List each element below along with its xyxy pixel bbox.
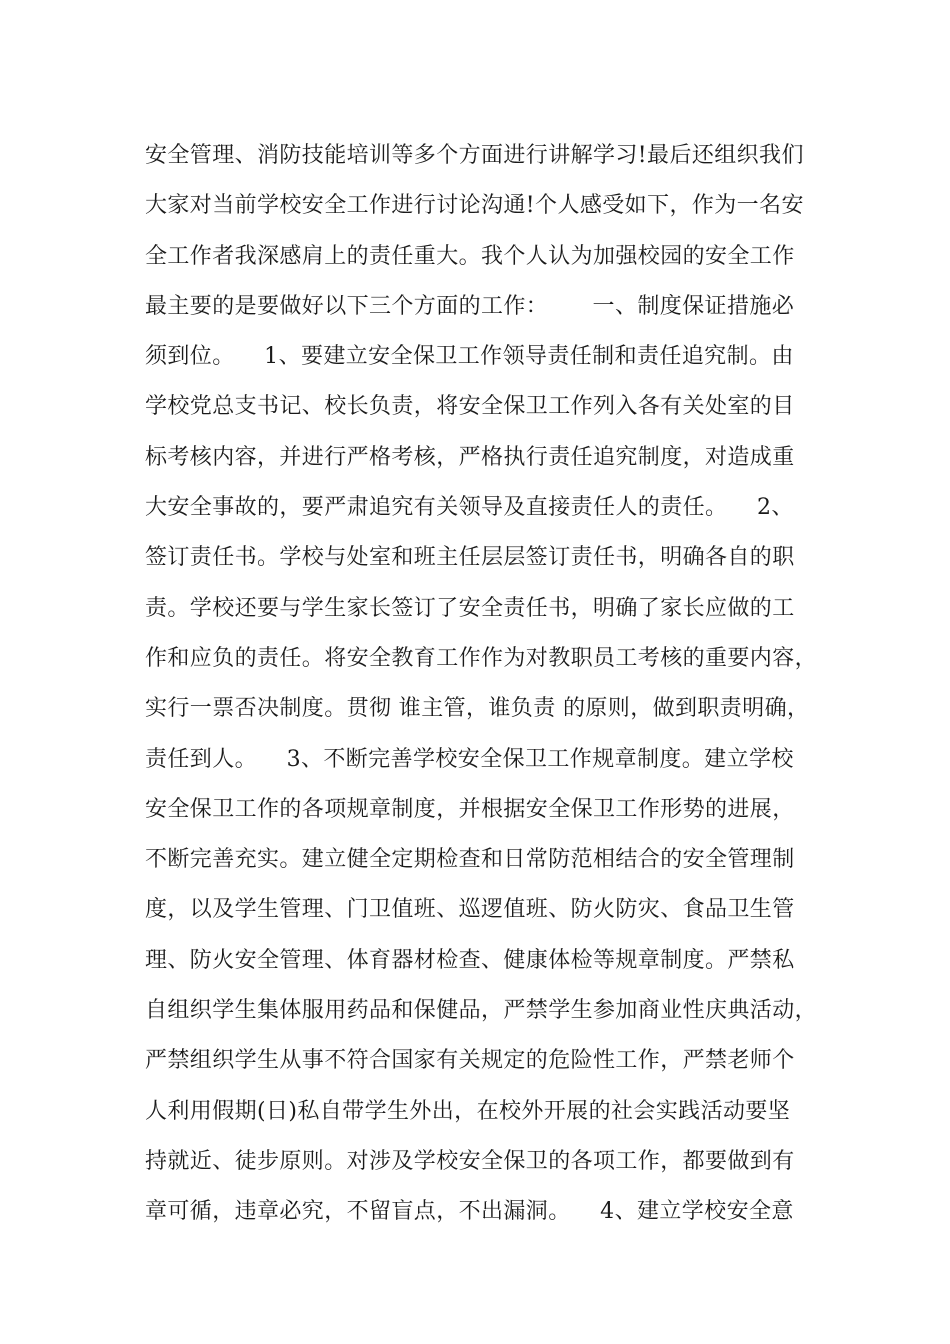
text-line: 安全管理、消防技能培训等多个方面进行讲解学习!最后还组织我们 — [145, 143, 804, 168]
text-line: 理、防火安全管理、体育器材检查、健康体检等规章制度。严禁私 — [145, 947, 795, 973]
text-line: 度，以及学生管理、门卫值班、巡逻值班、防火防灾、食品卫生管 — [145, 897, 795, 923]
text-line: 大安全事故的，要严肃追究有关领导及直接责任人的责任。 2、 — [145, 495, 794, 521]
text-line: 安全保卫工作的各项规章制度，并根据安全保卫工作形势的进展， — [145, 796, 795, 822]
text-line: 标考核内容，并进行严格考核，严格执行责任追究制度，对造成重 — [145, 444, 795, 470]
text-line: 实行一票否决制度。贯彻 谁主管，谁负责 的原则，做到职责明确， — [145, 696, 810, 722]
text-line: 章可循，违章必究，不留盲点，不出漏洞。 4、建立学校安全意 — [145, 1199, 794, 1225]
text-line: 责任到人。 3、不断完善学校安全保卫工作规章制度。建立学校 — [145, 746, 794, 772]
text-line: 大家对当前学校安全工作进行讨论沟通!个人感受如下，作为一名安 — [145, 193, 804, 219]
text-line: 责。学校还要与学生家长签订了安全责任书，明确了家长应做的工 — [145, 595, 795, 621]
text-line: 全工作者我深感肩上的责任重大。我个人认为加强校园的安全工作 — [145, 243, 795, 269]
text-line: 作和应负的责任。将安全教育工作作为对教职员工考核的重要内容， — [145, 645, 818, 671]
text-line: 签订责任书。学校与处室和班主任层层签订责任书，明确各自的职 — [145, 545, 795, 571]
text-line: 人利用假期(日)私自带学生外出，在校外开展的社会实践活动要坚 — [145, 1098, 791, 1124]
text-line: 持就近、徒步原则。对涉及学校安全保卫的各项工作，都要做到有 — [145, 1148, 795, 1174]
text-line: 最主要的是要做好以下三个方面的工作： 一、制度保证措施必 — [145, 293, 795, 319]
text-line: 学校党总支书记、校长负责，将安全保卫工作列入各有关处室的目 — [145, 394, 795, 420]
text-line: 不断完善充实。建立健全定期检查和日常防范相结合的安全管理制 — [145, 847, 795, 873]
text-line: 自组织学生集体服用药品和保健品，严禁学生参加商业性庆典活动， — [145, 998, 818, 1024]
text-line: 须到位。 1、要建立安全保卫工作领导责任制和责任追究制。由 — [145, 344, 794, 370]
text-line: 严禁组织学生从事不符合国家有关规定的危险性工作，严禁老师个 — [145, 1048, 795, 1074]
body-text — [145, 131, 835, 1238]
